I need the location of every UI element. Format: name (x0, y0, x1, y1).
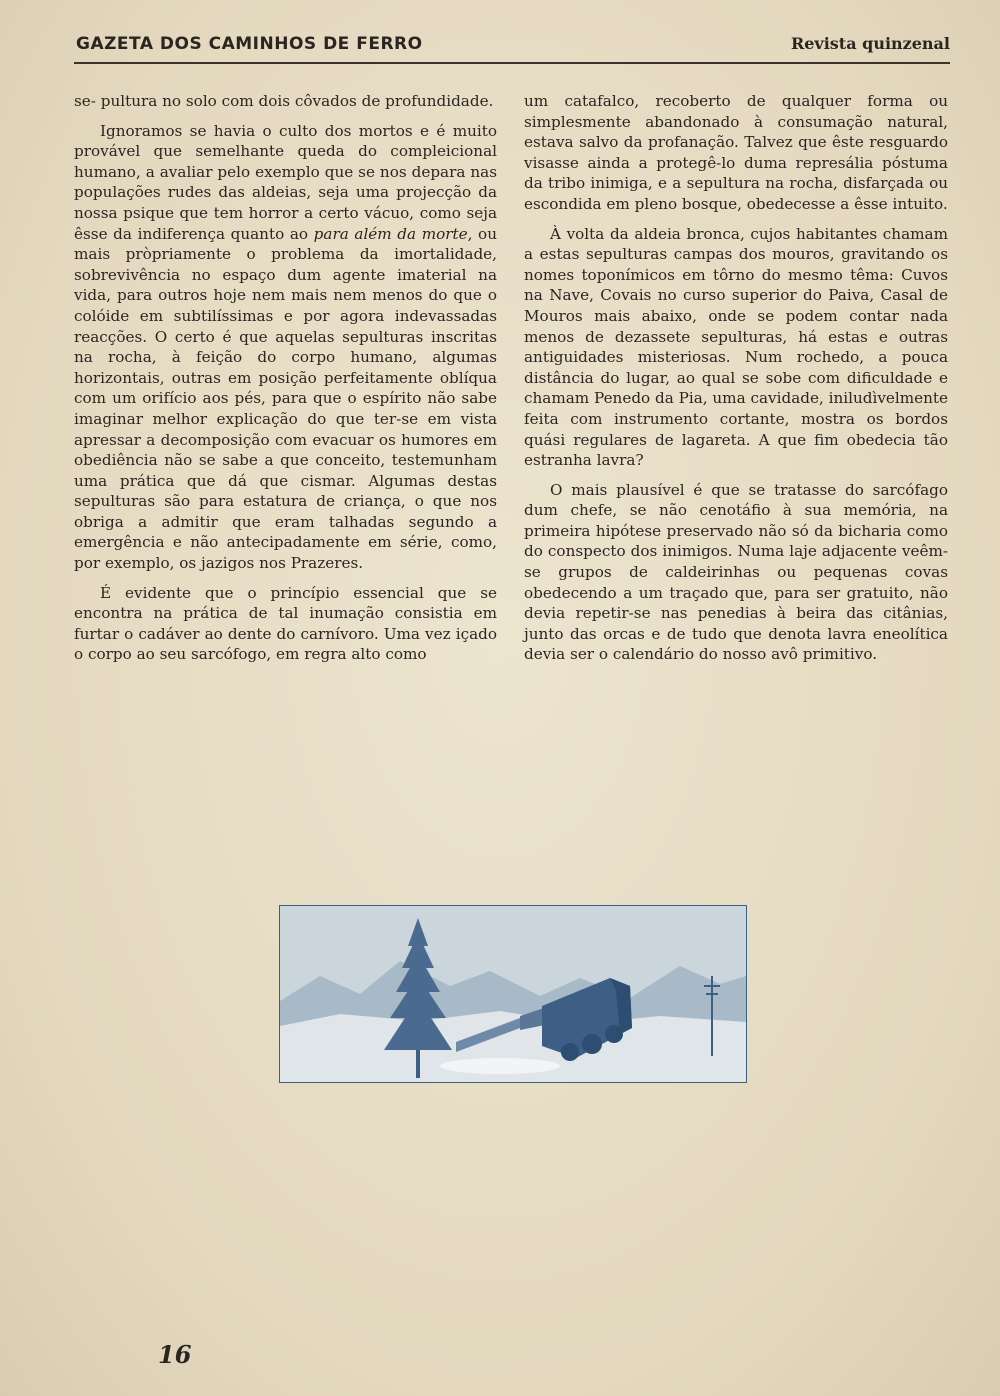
left-paragraph-2-text-b: , ou mais pròpriamente o problema da imortalidade, sobrevivência no espaço dum agente imaterial na vida, para outros hoje nem mais nem menos do que o colóide em subtilíssimas e por agora indevassadas reacções. O certo é que aquelas sepulturas inscritas na rocha, à feição do corpo humano, algumas horizontais, outras em posição perfeitamente oblíqua com um orifício aos pés, para que o espírito não sabe imaginar melhor explicação do que ter-se em vista apressar a decomposição com evacuar os humores em obediência não se sabe a que conceito, testemunham uma prática que dá que cismar. Algumas destas sepulturas são para estatura de criança, o que nos obriga a admitir que eram talhadas segundo a emergência e não antecipadamente em série, como, por exemplo, os jazigos nos Prazeres. (74, 224, 497, 573)
page-header (74, 34, 950, 64)
publication-title: GAZETA DOS CAMINHOS DE FERRO (76, 34, 423, 54)
left-paragraph-2-text-a: Ignoramos se havia o culto dos mortos e é muito provável que semelhante queda do compleicional humano, a avaliar pelo exemplo que se nos depara nas populações rudes das aldeias, seja uma projecção da nossa psique que tem horror a certo vácuo, como seja êsse da indiferença quanto ao (74, 121, 497, 243)
right-paragraph-3: O mais plausível é que se tratasse do sarcófago dum chefe, se não cenotáfio à sua memória, na primeira hipótese preservado não só da bicharia como do conspecto dos inimigos. Numa laje adjacente veêm-se grupos de caldeirinhas ou pequenas covas obedecendo a um traçado que, para ser gratuito, não devia repetir-se nas penedias à beira das citânias, junto das orcas e de tudo que denota lavra eneolítica devia ser o calendário do nosso avô primitivo. (524, 480, 948, 664)
page-number: 16 (158, 1340, 192, 1369)
publication-subtitle: Revista quinzenal (790, 34, 950, 53)
right-paragraph-1: um catafalco, recoberto de qualquer forma ou simplesmente abandonado à consumação natural, estava salvo da profanação. Talvez que êste resguardo visasse ainda a protegê-lo duma represália póstuma da tribo inimiga, e a sepultura na rocha, disfarçada ou escondida em pleno bosque, obedecesse a êsse intuito. (524, 92, 948, 213)
left-paragraph-2 (74, 121, 497, 574)
right-paragraph-2: À volta da aldeia bronca, cujos habitantes chamam a estas sepulturas campas dos mouros, gravitando os nomes toponímicos em tôrno do mesmo têma: Cuvos na Nave, Covais no curso superior do Paiva, Casal de Mouros mais abaixo, onde se podem contar nada menos de dezassete sepulturas, há estas e outras antiguidades misteriosas. Num rochedo, a pouca distância do lugar, ao qual se sobe com dificuldade e chamam Penedo da Pia, uma cavidade, iniludìvelmente feita com instrumento cortante, mostra os bordos quási regulares de lagareta. A que fim obedecia tão estranha lavra? (524, 224, 949, 470)
left-paragraph-2-italic: para além da morte (313, 224, 468, 243)
steam-train-illustration (279, 905, 747, 1083)
left-paragraph-3: É evidente que o princípio essencial que se encontra na prática de tal inumação consistia em furtar o cadáver ao dente do carnívoro. Uma vez içado o corpo ao seu sarcófogo, em regra alto como (74, 583, 497, 664)
left-paragraph-1: se- pultura no solo com dois côvados de profundidade. (74, 92, 494, 110)
left-column (74, 91, 497, 674)
train-landscape-drawing (280, 906, 746, 1082)
right-column (524, 91, 948, 674)
